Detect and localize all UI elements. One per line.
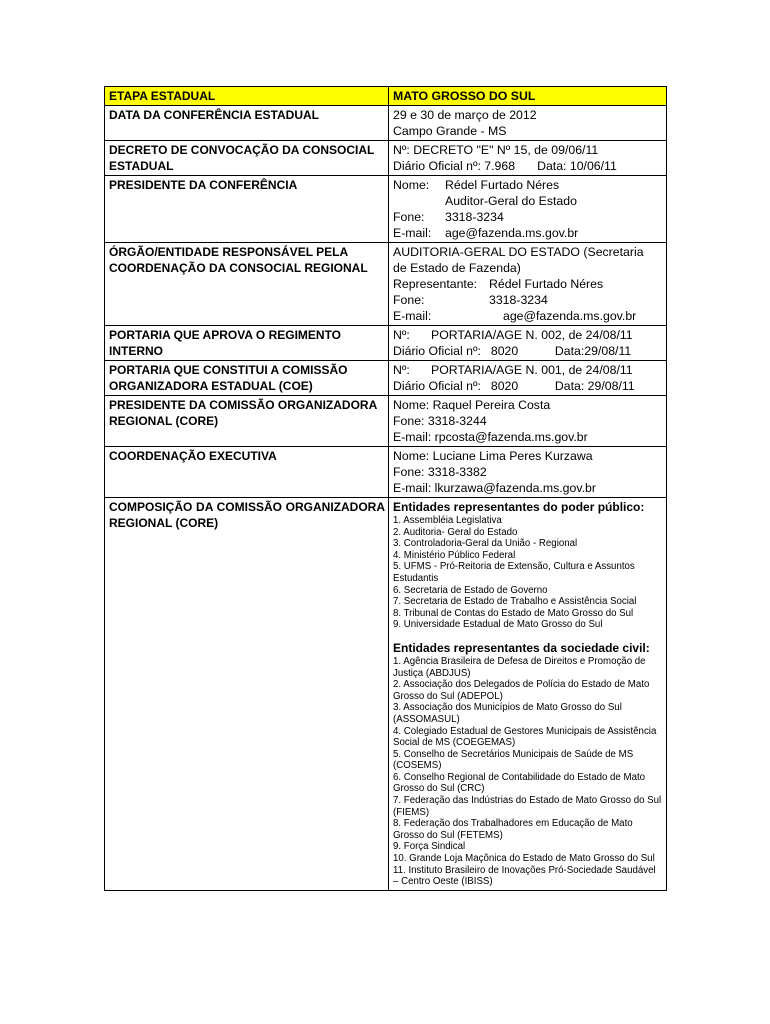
table-row-portaria-comissao — [105, 361, 667, 396]
portaria-regimento-number: PORTARIA/AGE N. 002, de 24/08/11 — [431, 328, 633, 342]
list-item: 9. Força Sindical — [393, 841, 466, 853]
presidente-fone-label: Fone: — [393, 210, 425, 224]
orgao-rep: Rédel Furtado Néres — [489, 277, 604, 291]
presidente-fone-line — [393, 209, 663, 225]
composicao-label — [105, 498, 389, 891]
table-row-composicao — [105, 498, 667, 891]
data-date: 29 e 30 de março de 2012 — [393, 108, 537, 122]
etapa-label: ETAPA ESTADUAL — [105, 87, 389, 106]
publico-list — [393, 515, 663, 631]
list-item: 7. Secretaria de Estado de Trabalho e Assistência Social — [393, 596, 637, 608]
presidente-core-nome: Nome: Raquel Pereira Costa — [393, 398, 551, 412]
portaria-regimento-n-label: Nº: — [393, 328, 410, 342]
orgao-label: ÓRGÃO/ENTIDADE RESPONSÁVEL PELA COORDENAÇÃO DA CONSOCIAL REGIONAL — [105, 243, 389, 326]
decreto-number: Nº: DECRETO "E" Nº 15, de 09/06/11 — [393, 143, 599, 157]
list-item: 1. Agência Brasileira de Defesa de Direitos e Promoção de Justiça (ABDJUS) — [393, 655, 646, 679]
decreto-diario — [393, 158, 663, 174]
etapa-value: MATO GROSSO DO SUL — [389, 87, 667, 106]
orgao-email-label: E-mail: — [393, 309, 432, 323]
presidente-core-label: PRESIDENTE DA COMISSÃO ORGANIZADORA REGIONAL (CORE) — [105, 396, 389, 447]
publico-title: Entidades representantes do poder público: — [393, 500, 645, 514]
list-item: 8. Tribunal de Contas do Estado de Mato Grosso do Sul — [393, 607, 634, 619]
list-item: 9. Universidade Estadual de Mato Grosso do Sul — [393, 619, 603, 631]
list-item: 10. Grande Loja Maçônica do Estado de Mato Grosso do Sul — [393, 853, 655, 865]
list-item: 5. UFMS - Pró-Reitoria de Extensão, Cultura e Assuntos Estudantis — [393, 561, 635, 584]
table-row-presidente-core — [105, 396, 667, 447]
coordenacao-nome: Nome: Luciane Lima Peres Kurzawa — [393, 449, 593, 463]
portaria-regimento-number-line — [393, 327, 663, 343]
list-item: 8. Federação dos Trabalhadores em Educação de Mato Grosso do Sul (FETEMS) — [393, 818, 633, 841]
presidente-email-label: E-mail: — [393, 226, 432, 240]
list-item: 3. Associação dos Municípios de Mato Grosso do Sul (ASSOMASUL) — [393, 702, 622, 725]
portaria-comissao-number: PORTARIA/AGE N. 001, de 24/08/11 — [431, 363, 633, 377]
list-item: 2. Associação dos Delegados de Polícia do Estado de Mato Grosso do Sul (ADEPOL) — [393, 679, 650, 702]
composicao-value — [389, 498, 667, 891]
decreto-label: DECRETO DE CONVOCAÇÃO DA CONSOCIAL ESTADUAL — [105, 141, 389, 176]
presidente-cargo-line — [393, 193, 663, 209]
presidente-core-fone: Fone: 3318-3244 — [393, 414, 487, 428]
coordenacao-fone: Fone: 3318-3382 — [393, 465, 487, 479]
portaria-comissao-diario-line — [393, 378, 663, 394]
orgao-email-line — [393, 308, 663, 324]
list-item: 3. Controladoria-Geral da União - Regional — [393, 538, 578, 550]
coordenacao-value — [389, 447, 667, 498]
presidente-nome-label: Nome: — [393, 178, 430, 192]
portaria-regimento-diario-line — [393, 343, 663, 359]
orgao-value — [389, 243, 667, 326]
presidente-value — [389, 176, 667, 243]
list-item: 7. Federação das Indústrias do Estado de Mato Grosso do Sul (FIEMS) — [393, 795, 662, 818]
orgao-name-cont: de Estado de Fazenda) — [393, 261, 521, 275]
data-label: DATA DA CONFERÊNCIA ESTADUAL — [105, 106, 389, 141]
list-item: 2. Auditoria- Geral do Estado — [393, 526, 518, 538]
conference-info-table — [104, 86, 667, 891]
portaria-comissao-value — [389, 361, 667, 396]
orgao-rep-label: Representante: — [393, 277, 478, 291]
list-item: 4. Colegiado Estadual de Gestores Municipais de Assistência Social de MS (COEGEMAS) — [393, 725, 657, 749]
orgao-fone-label: Fone: — [393, 293, 425, 307]
portaria-regimento-value — [389, 326, 667, 361]
decreto-diario-date: Data: 10/06/11 — [537, 159, 617, 173]
coordenacao-label: COORDENAÇÃO EXECUTIVA — [105, 447, 389, 498]
orgao-rep-line — [393, 276, 663, 292]
table-row-coordenacao — [105, 447, 667, 498]
portaria-comissao-n-label: Nº: — [393, 363, 410, 377]
presidente-core-value — [389, 396, 667, 447]
orgao-email: age@fazenda.ms.gov.br — [503, 309, 637, 323]
civil-title: Entidades representantes da sociedade civil: — [393, 640, 650, 655]
data-value — [389, 106, 667, 141]
table-row-decreto — [105, 141, 667, 176]
composicao-label-text: COMPOSIÇÃO DA COMISSÃO ORGANIZADORA REGIONAL (CORE) — [109, 500, 385, 530]
table-row-data — [105, 106, 667, 141]
list-item: 11. Instituto Brasileiro de Inovações Pró-Sociedade Saudável – Centro Oeste (IBISS) — [393, 864, 656, 888]
list-item: 4. Ministério Público Federal — [393, 549, 516, 561]
portaria-regimento-do-label: Diário Oficial nº: — [393, 344, 481, 358]
portaria-regimento-do: 8020 — [490, 344, 519, 358]
presidente-cargo: Auditor-Geral do Estado — [445, 194, 577, 208]
list-item: 1. Assembléia Legislativa — [393, 515, 502, 526]
table-row-portaria-regimento — [105, 326, 667, 361]
portaria-regimento-label: PORTARIA QUE APROVA O REGIMENTO INTERNO — [105, 326, 389, 361]
portaria-regimento-date: Data:29/08/11 — [554, 344, 632, 358]
orgao-fone-line — [393, 292, 663, 308]
decreto-value — [389, 141, 667, 176]
presidente-nome: Rédel Furtado Néres — [445, 178, 560, 192]
portaria-comissao-date: Data: 29/08/11 — [554, 379, 635, 393]
presidente-label: PRESIDENTE DA CONFERÊNCIA — [105, 176, 389, 243]
cell-bottom-space — [393, 888, 663, 889]
list-item: 6. Conselho Regional de Contabilidade do Estado de Mato Grosso do Sul (CRC) — [393, 771, 646, 795]
list-item: 5. Conselho de Secretários Municipais de Saúde de MS (COSEMS) — [393, 748, 634, 772]
presidente-email: age@fazenda.ms.gov.br — [445, 226, 579, 240]
coordenacao-email: E-mail: lkurzawa@fazenda.ms.gov.br — [393, 481, 596, 495]
list-item: 6. Secretaria de Estado de Governo — [393, 584, 548, 596]
table-row-presidente — [105, 176, 667, 243]
table-row-etapa — [105, 87, 667, 106]
orgao-name: AUDITORIA-GERAL DO ESTADO (Secretaria — [393, 245, 644, 259]
decreto-diario-number: Diário Oficial nº: 7.968 — [393, 159, 516, 173]
presidente-nome-line — [393, 177, 663, 193]
orgao-fone: 3318-3234 — [489, 293, 548, 307]
portaria-comissao-do-label: Diário Oficial nº: — [393, 379, 481, 393]
portaria-comissao-number-line — [393, 362, 663, 378]
table-row-orgao — [105, 243, 667, 326]
data-place: Campo Grande - MS — [393, 124, 507, 138]
presidente-core-email: E-mail: rpcosta@fazenda.ms.gov.br — [393, 430, 588, 444]
portaria-comissao-do: 8020 — [490, 379, 519, 393]
civil-list — [393, 656, 663, 888]
presidente-email-line — [393, 225, 663, 241]
presidente-fone: 3318-3234 — [445, 210, 504, 224]
portaria-comissao-label: PORTARIA QUE CONSTITUI A COMISSÃO ORGANIZADORA ESTADUAL (COE) — [105, 361, 389, 396]
